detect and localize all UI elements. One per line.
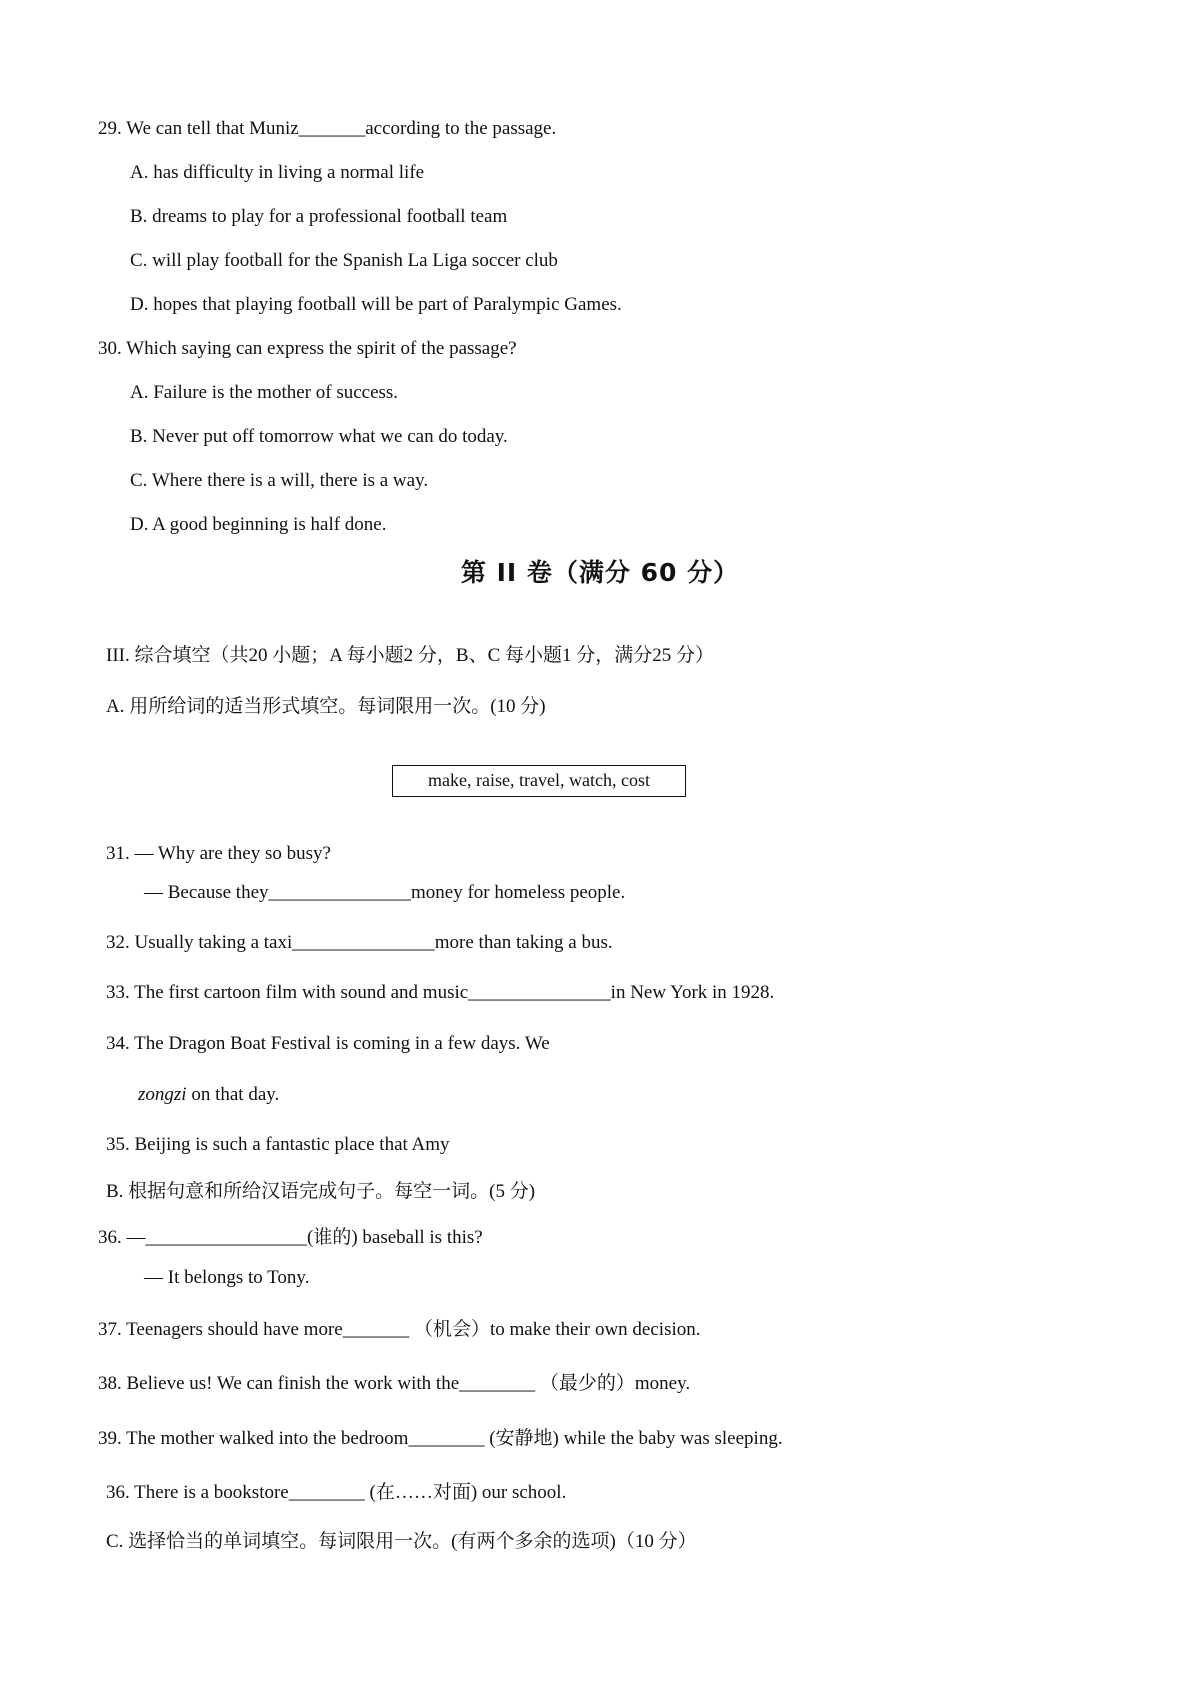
q34-line2-rest: on that day. <box>186 1084 280 1105</box>
q29-option-c: C. will play football for the Spanish La Liga soccer club <box>130 250 558 271</box>
q29-option-a: A. has difficulty in living a normal life <box>130 162 425 183</box>
section-c-heading: C. 选择恰当的单词填空。每词限用一次。(有两个多余的选项)（10 分） <box>106 1531 697 1552</box>
section-a-heading: A. 用所给词的适当形式填空。每词限用一次。(10 分) <box>106 696 546 717</box>
q34-italic-word: zongzi <box>138 1084 187 1105</box>
q30-option-d: D. A good beginning is half done. <box>130 514 387 535</box>
q36-answer: — It belongs to Tony. <box>144 1267 310 1288</box>
q29-option-d: D. hopes that playing football will be part of Paralympic Games. <box>130 294 622 315</box>
q30-stem: 30. Which saying can express the spirit of the passage? <box>98 338 517 359</box>
q30-option-a: A. Failure is the mother of success. <box>130 382 399 403</box>
q29-option-b: B. dreams to play for a professional football team <box>130 206 508 227</box>
q29-stem: 29. We can tell that Muniz_______according to the passage. <box>98 118 557 139</box>
q32: 32. Usually taking a taxi_______________more than taking a bus. <box>106 932 613 953</box>
q37: 37. Teenagers should have more_______ （机会）to make their own decision. <box>98 1319 701 1340</box>
q31-question: 31. — Why are they so busy? <box>106 843 331 864</box>
q30-option-b: B. Never put off tomorrow what we can do today. <box>130 426 508 447</box>
q38: 38. Believe us! We can finish the work with the________ （最少的）money. <box>98 1373 691 1394</box>
section3-heading: III. 综合填空（共20 小题；A 每小题2 分，B、C 每小题1 分，满分25 分） <box>106 645 715 666</box>
q36-repeat: 36. There is a bookstore________ (在……对面) our school. <box>106 1482 567 1503</box>
q34-line1: 34. The Dragon Boat Festival is coming in a few days. We <box>106 1033 550 1054</box>
q34-line2 <box>138 1083 279 1107</box>
word-box: make, raise, travel, watch, cost <box>392 765 686 797</box>
q39: 39. The mother walked into the bedroom________ (安静地) while the baby was sleeping. <box>98 1428 783 1449</box>
section-b-heading: B. 根据句意和所给汉语完成句子。每空一词。(5 分) <box>106 1181 536 1202</box>
part2-title: 第 II 卷（满分 60 分） <box>460 558 740 587</box>
q31-answer: — Because they_______________money for homeless people. <box>144 882 626 903</box>
q33: 33. The first cartoon film with sound and music_______________in New York in 1928. <box>106 982 775 1003</box>
q36-question: 36. —_________________(谁的) baseball is this? <box>98 1227 483 1248</box>
q30-option-c: C. Where there is a will, there is a way. <box>130 470 429 491</box>
q35: 35. Beijing is such a fantastic place that Amy <box>106 1134 450 1155</box>
